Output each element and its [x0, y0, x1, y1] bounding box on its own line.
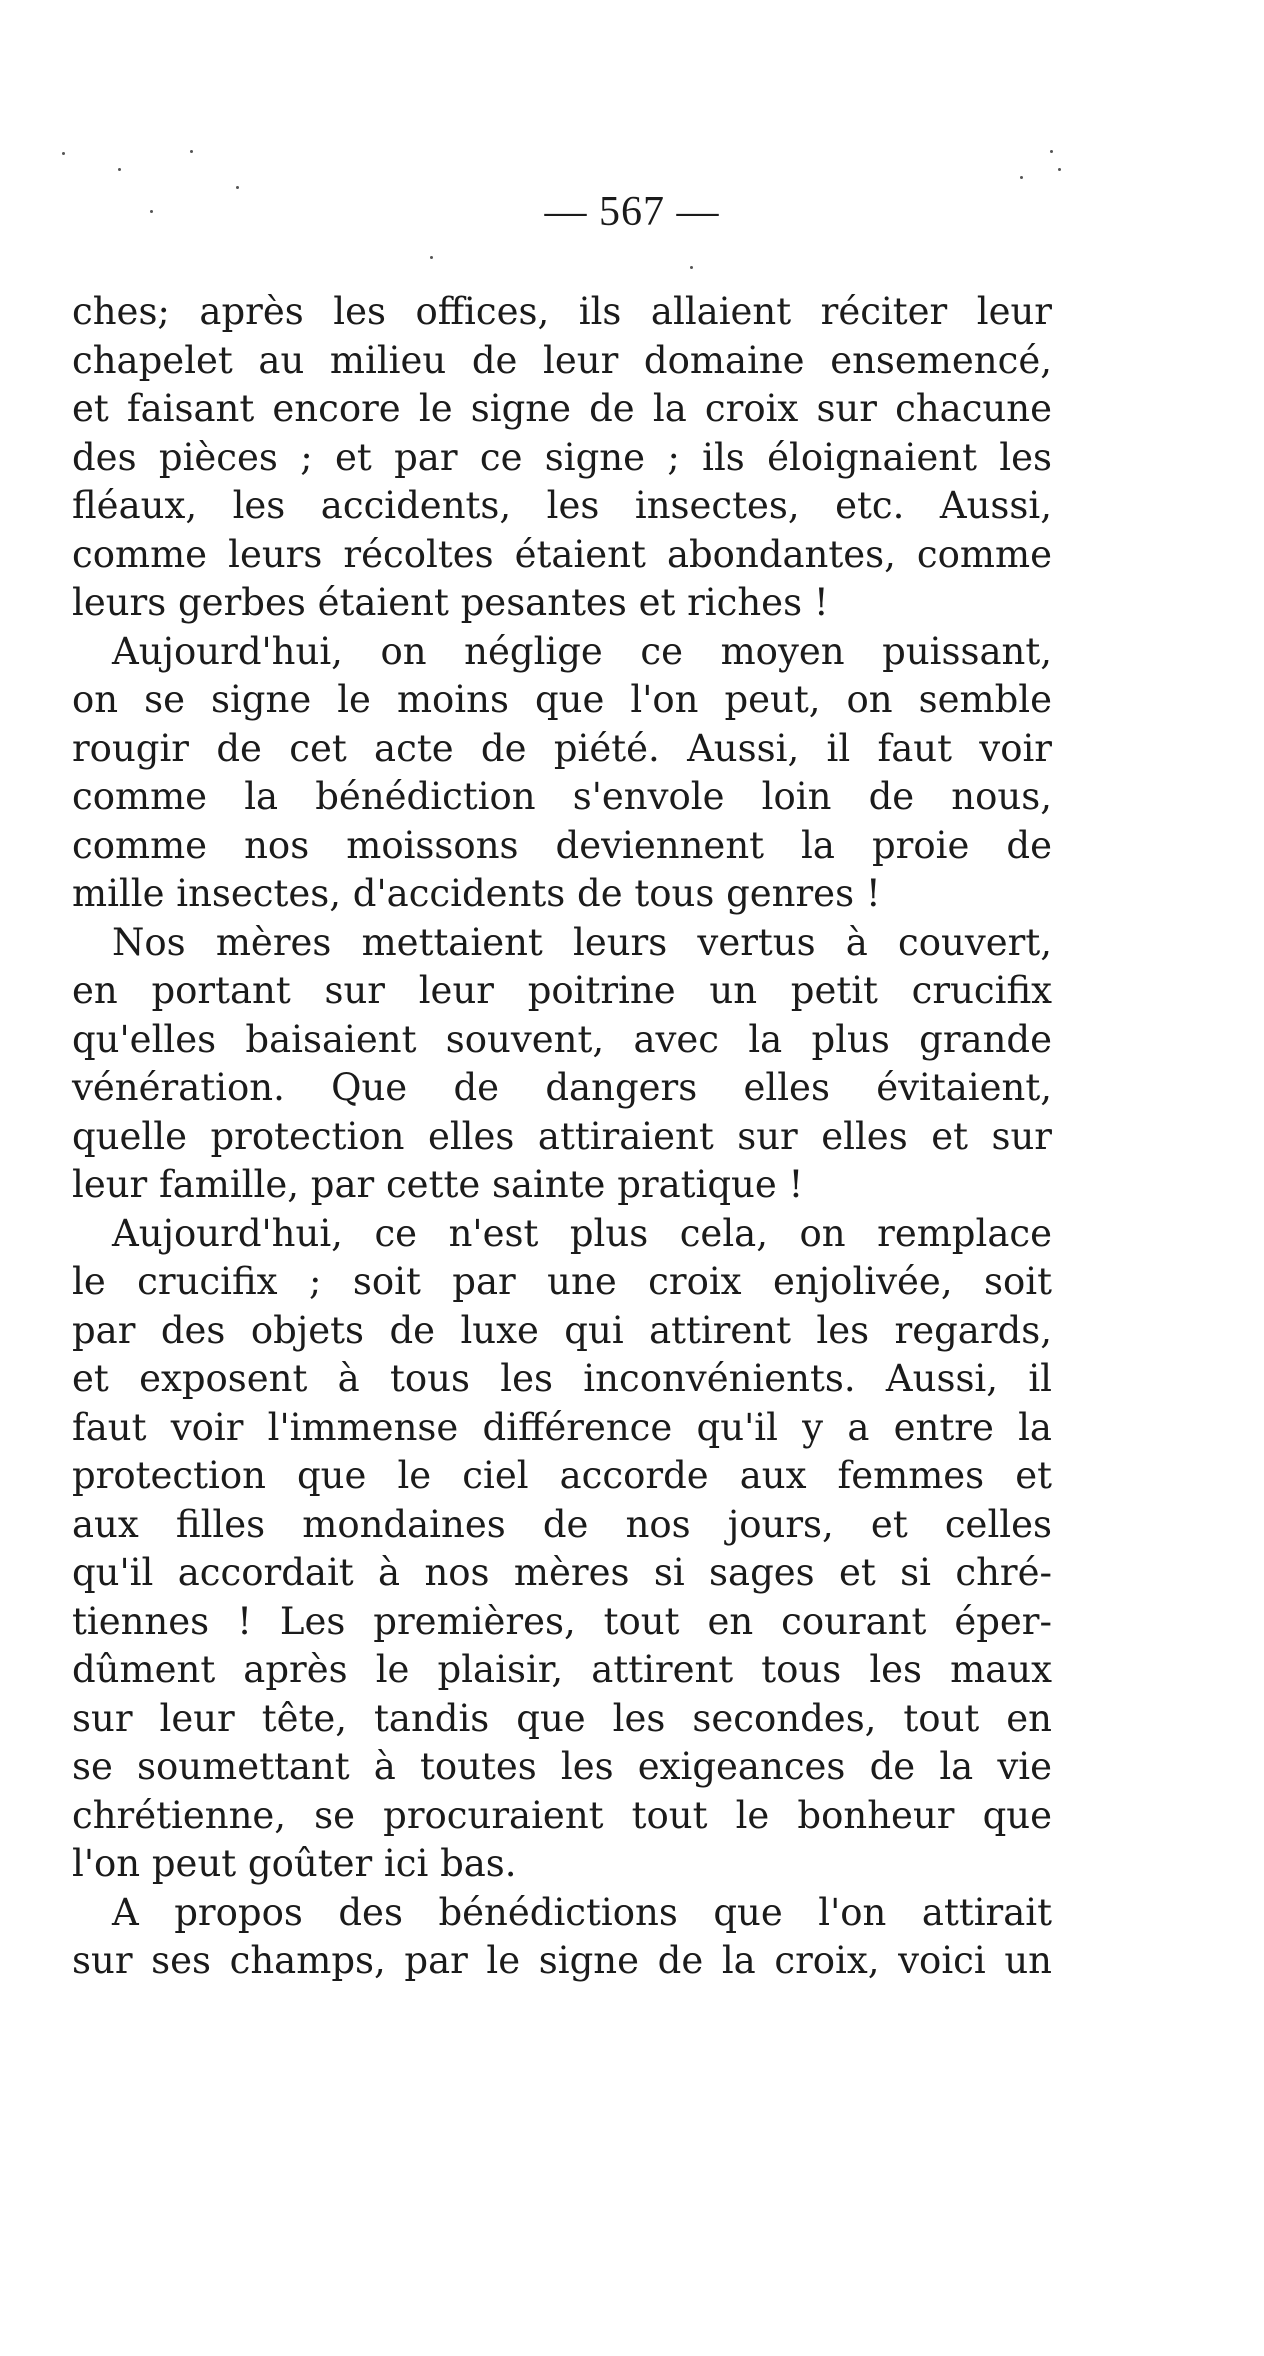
text-line: faut voir l'immense différence qu'il y a entre la — [72, 1405, 1052, 1449]
text-line: chrétienne, se procuraient tout le bonheur que — [72, 1793, 1052, 1837]
body-text — [72, 288, 1052, 1986]
text-line: mille insectes, d'accidents de tous genres ! — [72, 872, 881, 915]
text-line: ches; après les offices, ils allaient réciter leur — [72, 290, 1052, 333]
scan-speck — [236, 186, 239, 189]
text-line: par des objets de luxe qui attirent les regards, — [72, 1308, 1052, 1352]
scan-speck — [1050, 150, 1053, 153]
text-line: et faisant encore le signe de la croix sur chacune — [72, 387, 1052, 430]
text-line: quelle protection elles attiraient sur elles et sur — [72, 1114, 1052, 1158]
scan-speck — [150, 210, 153, 213]
text-line: qu'il accordait à nos mères si sages et si chré- — [72, 1551, 1052, 1594]
text-line: chapelet au milieu de leur domaine ensemencé, — [72, 338, 1052, 382]
text-line: et exposent à tous les inconvénients. Aussi, il — [72, 1357, 1052, 1400]
text-line: leur famille, par cette sainte pratique ! — [72, 1163, 804, 1206]
text-line: en portant sur leur poitrine un petit crucifix — [72, 969, 1052, 1012]
text-line: leurs gerbes étaient pesantes et riches ! — [72, 581, 829, 624]
text-line: dûment après le plaisir, attirent tous les maux — [72, 1648, 1052, 1691]
text-line: aux filles mondaines de nos jours, et celles — [72, 1502, 1052, 1546]
text-line: qu'elles baisaient souvent, avec la plus grande — [72, 1017, 1052, 1061]
text-line: rougir de cet acte de piété. Aussi, il faut voir — [72, 726, 1052, 770]
text-line: on se signe le moins que l'on peut, on semble — [72, 678, 1052, 721]
scan-speck — [62, 152, 65, 155]
scan-speck — [430, 256, 433, 259]
text-line: sur leur tête, tandis que les secondes, tout en — [72, 1696, 1052, 1740]
scan-speck — [118, 168, 121, 171]
text-line: sur ses champs, par le signe de la croix, voici un — [72, 1939, 1052, 1982]
text-line: Aujourd'hui, on néglige ce moyen puissant, — [112, 629, 1052, 673]
page-number: — 567 — — [544, 189, 720, 235]
text-line: vénération. Que de dangers elles évitaient, — [72, 1066, 1052, 1109]
scan-speck — [190, 150, 193, 153]
text-line: protection que le ciel accorde aux femmes et — [72, 1454, 1052, 1497]
text-line: fléaux, les accidents, les insectes, etc. Aussi, — [72, 484, 1052, 527]
text-line: le crucifix ; soit par une croix enjolivée, soit — [72, 1260, 1052, 1303]
text-line: Nos mères mettaient leurs vertus à couvert, — [112, 920, 1052, 964]
text-line: tiennes ! Les premières, tout en courant éper- — [72, 1599, 1052, 1643]
text-line: des pièces ; et par ce signe ; ils éloignaient les — [72, 435, 1052, 479]
text-line: A propos des bénédictions que l'on attirait — [112, 1890, 1052, 1934]
scan-speck — [1020, 176, 1023, 179]
scan-speck — [1058, 168, 1061, 171]
text-line: l'on peut goûter ici bas. — [72, 1842, 517, 1885]
text-line: comme nos moissons deviennent la proie de — [72, 823, 1052, 867]
scan-speck — [690, 266, 693, 269]
text-line: se soumettant à toutes les exigeances de la vie — [72, 1745, 1052, 1788]
text-line: comme la bénédiction s'envole loin de nous, — [72, 775, 1052, 818]
text-line: Aujourd'hui, ce n'est plus cela, on remplace — [112, 1211, 1052, 1255]
text-line: comme leurs récoltes étaient abondantes, comme — [72, 532, 1052, 576]
